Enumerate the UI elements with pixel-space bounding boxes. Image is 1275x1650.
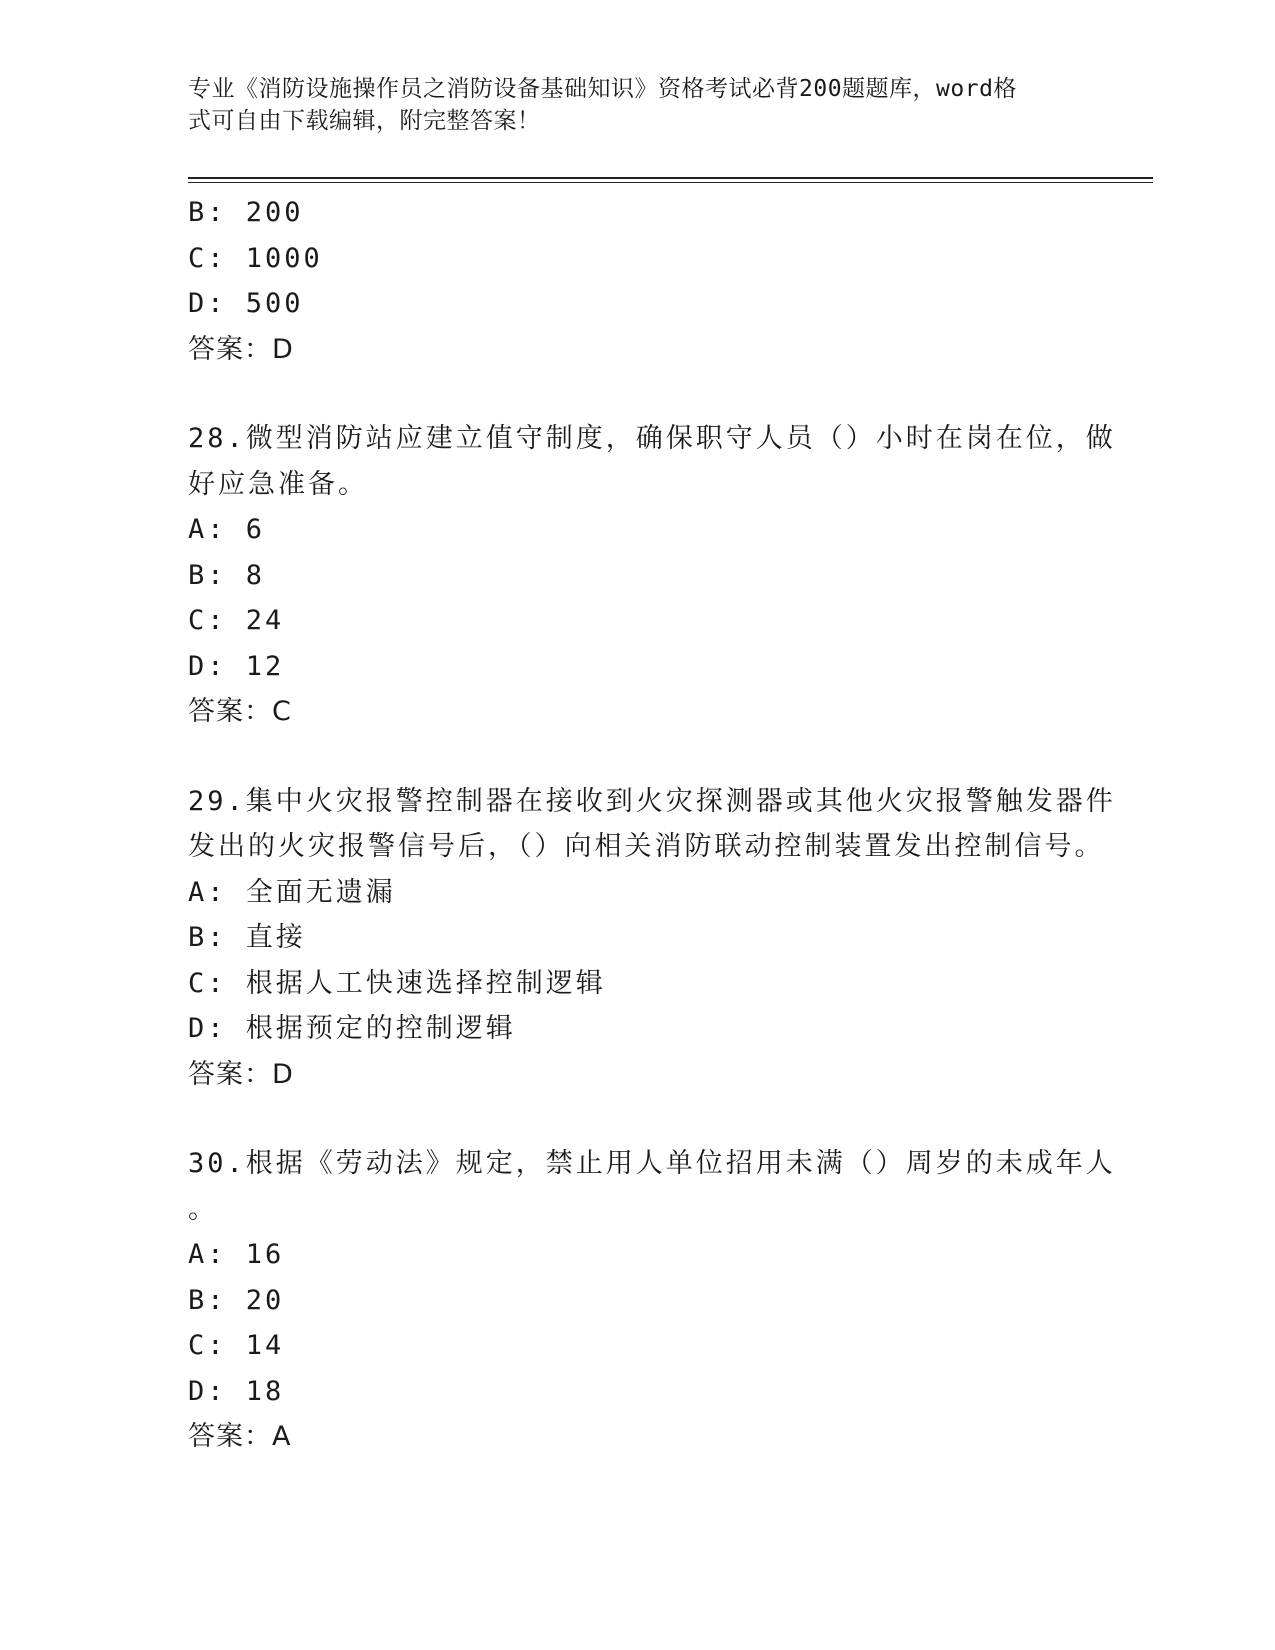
question-27-tail (188, 190, 1088, 372)
question-text-line: 28.微型消防站应建立值守制度，确保职守人员（）小时在岗在位，做 (188, 423, 1116, 454)
question-text (188, 416, 1116, 507)
question-text (188, 1141, 1116, 1232)
option-d: D: 根据预定的控制逻辑 (188, 1013, 516, 1044)
answer-label: 答案：D (188, 333, 294, 365)
header-line-2: 式可自由下载编辑，附完整答案！ (188, 108, 541, 134)
question-30 (188, 1141, 1116, 1460)
question-text-line: 29.集中火灾报警控制器在接收到火灾探测器或其他火灾报警触发器件 (188, 785, 1116, 817)
question-text (188, 779, 1116, 870)
option-a: A: 16 (188, 1239, 285, 1270)
question-text-line: 30.根据《劳动法》规定，禁止用人单位招用未满（）周岁的未成年人 (188, 1148, 1116, 1179)
header-rule-thick (188, 177, 1153, 179)
option-a: A: 6 (188, 514, 266, 545)
option-b: B: 20 (188, 1284, 285, 1316)
option-b: B: 8 (188, 559, 266, 591)
option-a: A: 全面无遗漏 (188, 876, 396, 908)
document-header (188, 73, 1068, 137)
question-28 (188, 416, 1116, 735)
option-b: B: 直接 (188, 922, 306, 953)
question-text-line: 。 (188, 1193, 218, 1225)
option-c: C: 24 (188, 605, 285, 636)
header-rule-thin (188, 182, 1153, 183)
answer-label: 答案：A (188, 1421, 292, 1452)
option-d: D: 500 (188, 288, 304, 319)
answer-label: 答案：D (188, 1058, 294, 1090)
question-29 (188, 779, 1116, 1098)
header-line-1: 专业《消防设施操作员之消防设备基础知识》资格考试必背200题题库，word格 (188, 76, 1017, 102)
option-c: C: 根据人工快速选择控制逻辑 (188, 967, 606, 999)
question-text-line: 发出的火灾报警信号后，（）向相关消防联动控制装置发出控制信号。 (188, 831, 1105, 862)
option-d: D: 18 (188, 1375, 285, 1407)
option-b: B: 200 (188, 197, 304, 228)
question-text-line: 好应急准备。 (188, 468, 368, 500)
answer-label: 答案：C (188, 696, 292, 727)
question-list (188, 190, 1116, 1460)
option-c: C: 14 (188, 1330, 285, 1361)
option-c: C: 1000 (188, 242, 323, 274)
option-d: D: 12 (188, 650, 285, 682)
